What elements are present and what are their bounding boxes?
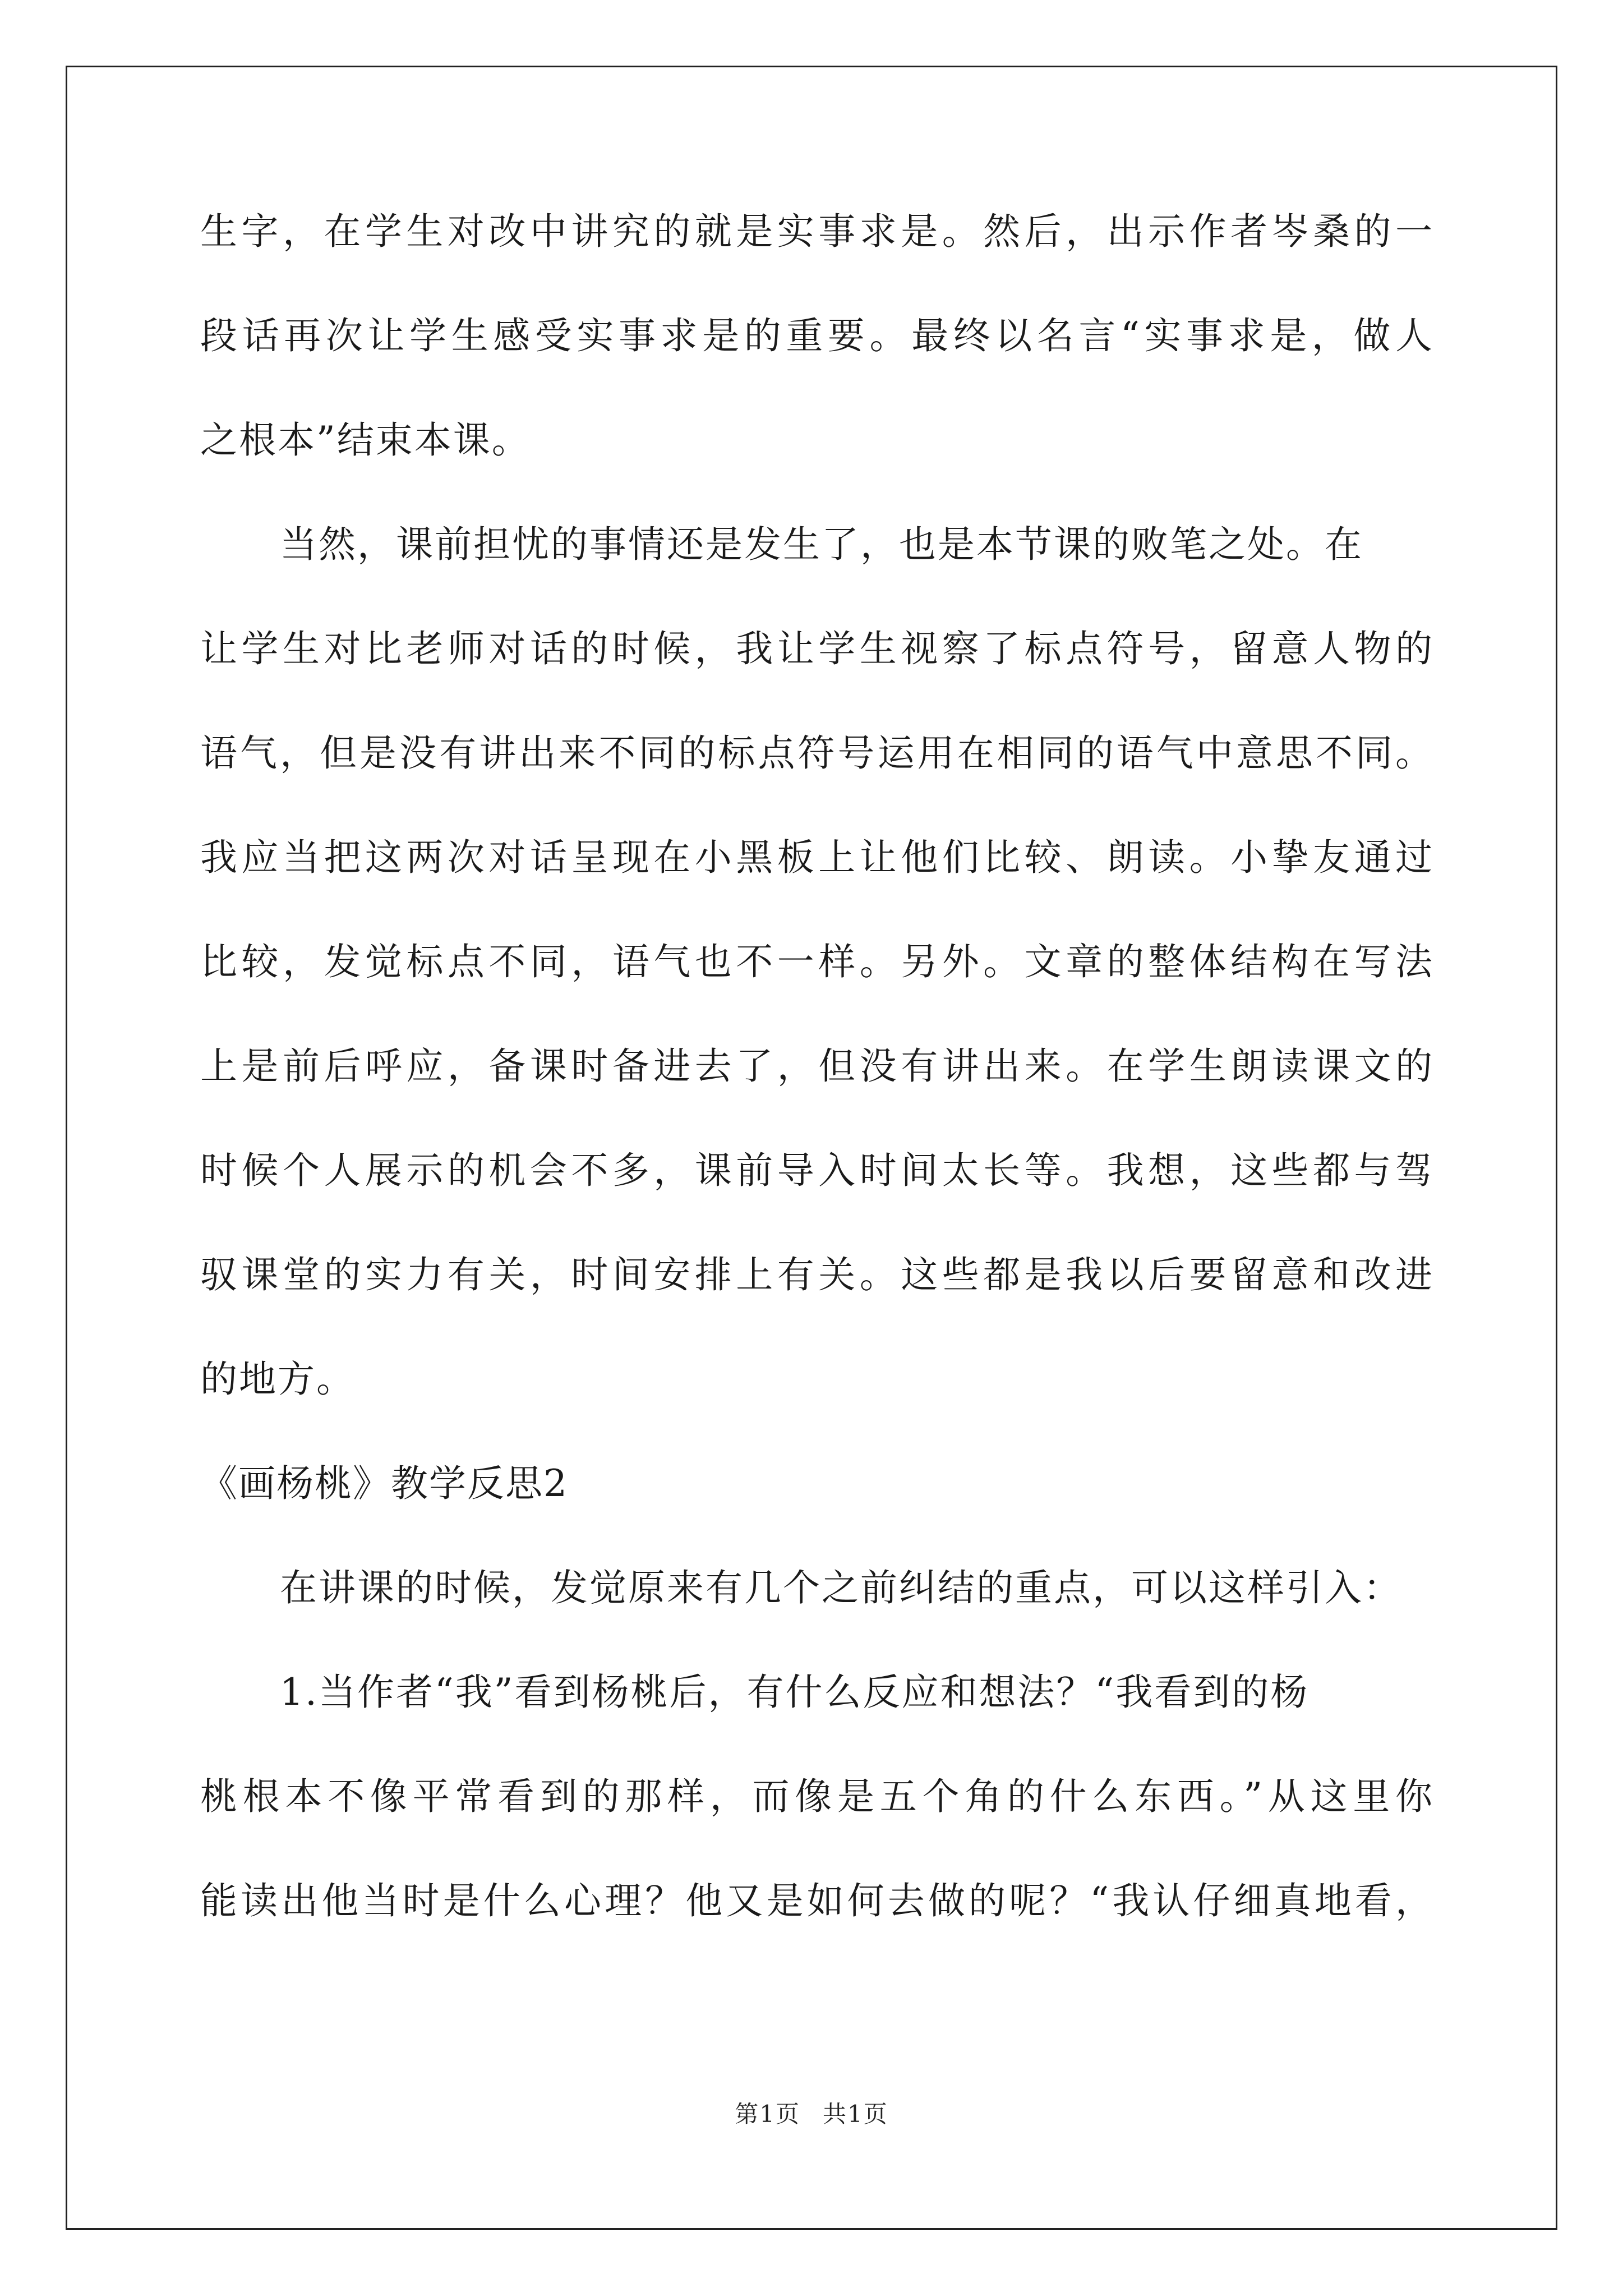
text-line: 的地方。 [200,1358,355,1401]
text-line: 我应当把这两次对话呈现在小黑板上让他们比较、朗读。小挚友通过 [200,836,1434,879]
text-line: 让学生对比老师对话的时候，我让学生视察了标点符号，留意人物的 [200,627,1434,670]
text-line: 比较，发觉标点不同，语气也不一样。另外。文章的整体结构在写法 [200,940,1434,983]
document-body [200,210,1434,1987]
text-line: 能读出他当时是什么心理？他又是如何去做的呢？“我认仔细真地看， [200,1879,1434,1922]
text-line: 段话再次让学生感受实事求是的重要。最终以名言“实事求是，做人 [200,314,1434,357]
list-item-line: 1.当作者“我”看到杨桃后，有什么反应和想法？“我看到的杨 [280,1671,1310,1714]
section-heading: 《画杨桃》教学反思2 [200,1462,568,1505]
text-line: 之根本”结束本课。 [200,418,531,462]
text-line: 上是前后呼应，备课时备进去了，但没有讲出来。在学生朗读课文的 [200,1045,1434,1088]
text-line: 桃根本不像平常看到的那样，而像是五个角的什么东西。”从这里你 [200,1775,1434,1818]
paragraph-start-line: 在讲课的时候，发觉原来有几个之前纠结的重点，可以这样引入： [280,1566,1402,1609]
paragraph-start-line: 当然，课前担忧的事情还是发生了，也是本节课的败笔之处。在 [280,523,1363,566]
text-line: 时候个人展示的机会不多，课前导入时间太长等。我想，这些都与驾 [200,1149,1434,1192]
text-line: 生字，在学生对改中讲究的就是实事求是。然后，出示作者岑桑的一 [200,210,1434,253]
text-line: 驭课堂的实力有关，时间安排上有关。这些都是我以后要留意和改进 [200,1253,1434,1296]
text-line: 语气，但是没有讲出来不同的标点符号运用在相同的语气中意思不同。 [200,731,1434,775]
page-total: 共1页 [823,2100,888,2128]
page-number: 第1页 [735,2100,800,2128]
page-footer [0,2102,1623,2126]
